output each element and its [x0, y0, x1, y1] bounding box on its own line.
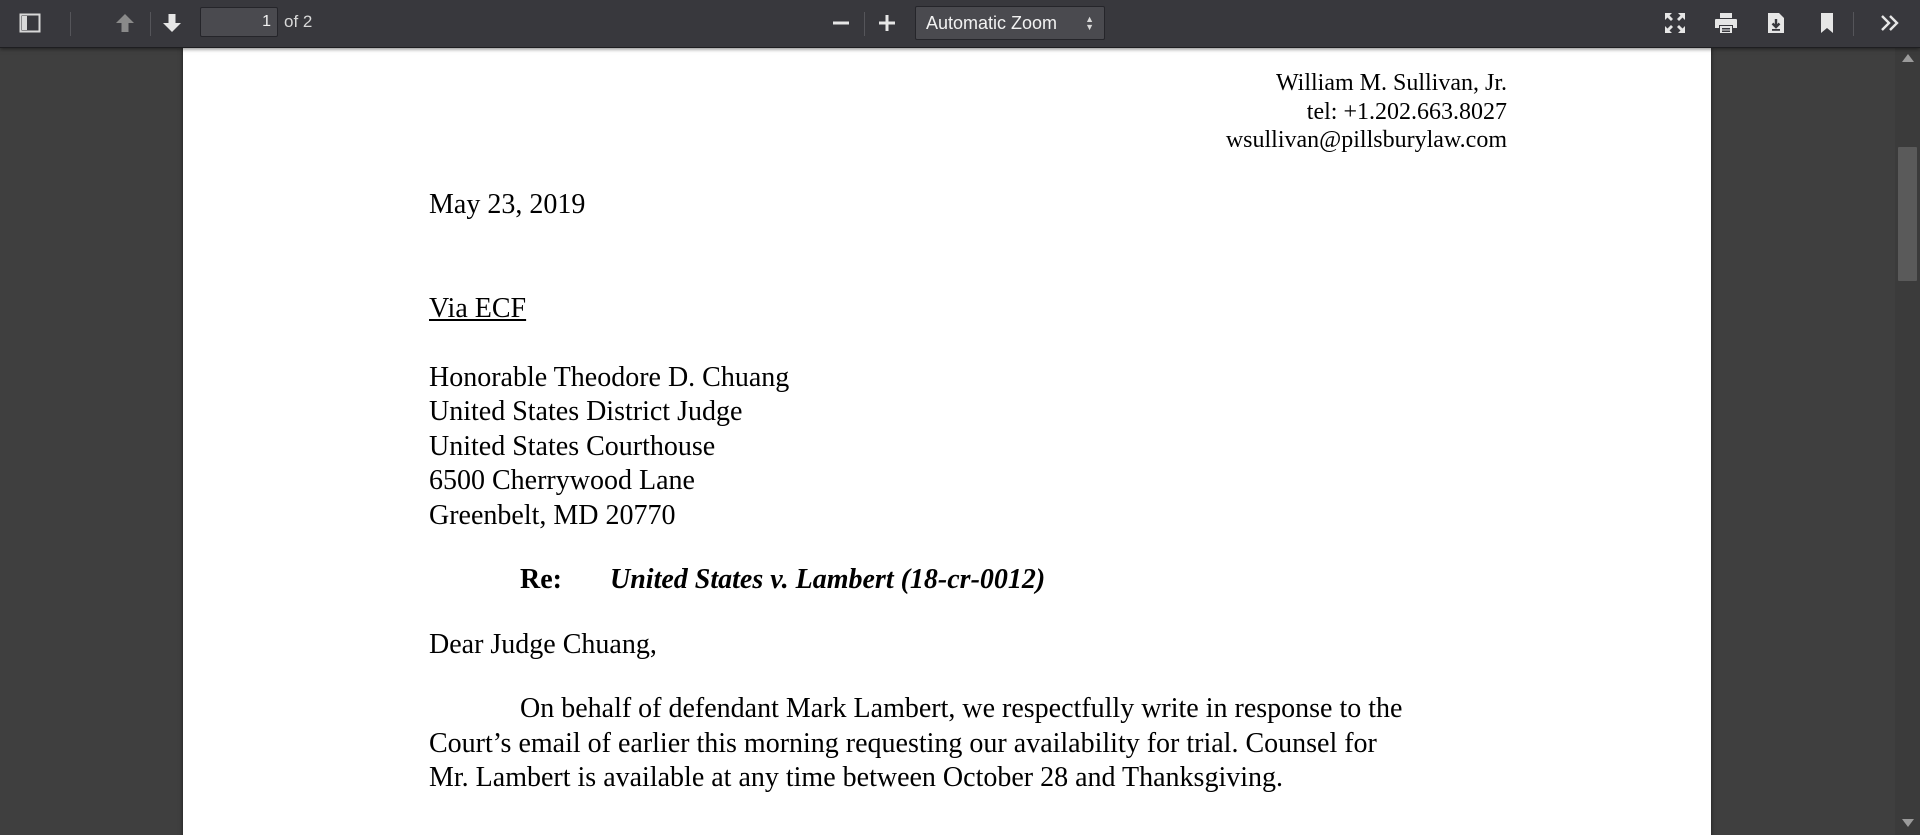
zoom-in-button[interactable] [870, 7, 904, 39]
pdf-page [183, 47, 1711, 835]
toolbar-separator [70, 12, 71, 36]
fullscreen-icon [1664, 12, 1686, 34]
zoom-select[interactable] [915, 6, 1105, 40]
salutation: Dear Judge Chuang, [429, 629, 657, 660]
recipient-line: Honorable Theodore D. Chuang [429, 362, 790, 393]
page-count-label: of 2 [284, 12, 313, 31]
sidebar-toggle-button[interactable] [13, 7, 47, 39]
zoom-out-button[interactable] [824, 7, 858, 39]
toolbar-separator [1853, 12, 1854, 36]
re-subject: United States v. Lambert (18-cr-0012) [610, 564, 1046, 595]
paragraph-line: Mr. Lambert is available at any time between October 28 and Thanksgiving. [429, 762, 1284, 793]
print-button[interactable] [1709, 7, 1743, 39]
sender-name: William M. Sullivan, Jr. [1275, 70, 1507, 96]
plus-icon [878, 14, 896, 32]
page-number-input[interactable] [200, 7, 278, 37]
download-icon [1766, 12, 1786, 34]
sender-phone: tel: +1.202.663.8027 [1306, 99, 1507, 125]
select-arrows-icon: ▲ ▼ [1085, 14, 1094, 32]
letter-date: May 23, 2019 [429, 189, 586, 220]
re-label: Re: [520, 564, 562, 595]
sender-email: wsullivan@pillsburylaw.com [1225, 127, 1507, 153]
download-button[interactable] [1759, 7, 1793, 39]
minus-icon [832, 14, 850, 32]
pdf-toolbar [0, 0, 1920, 47]
bookmark-icon [1819, 12, 1835, 34]
scroll-up-arrow-icon[interactable] [1902, 54, 1914, 62]
zoom-select-value: Automatic Zoom [926, 13, 1058, 33]
toolbar-separator [864, 12, 865, 36]
sidebar-toggle-icon [19, 13, 41, 33]
next-page-button[interactable] [155, 7, 189, 39]
printer-icon [1714, 12, 1738, 34]
vertical-scrollbar[interactable] [1895, 47, 1920, 835]
paragraph-line: On behalf of defendant Mark Lambert, we respectfully write in response to the [520, 693, 1403, 724]
paragraph-line: Court’s email of earlier this morning requesting our availability for trial. Counsel for [429, 728, 1377, 759]
scroll-down-arrow-icon[interactable] [1902, 819, 1914, 827]
recipient-line: 6500 Cherrywood Lane [429, 465, 695, 496]
double-chevron-right-icon [1879, 13, 1901, 33]
tools-button[interactable] [1873, 7, 1907, 39]
recipient-line: United States Courthouse [429, 431, 716, 462]
arrow-up-icon [114, 12, 136, 34]
toolbar-separator [150, 12, 151, 36]
recipient-line: United States District Judge [429, 396, 743, 427]
delivery-method: Via ECF [429, 293, 527, 324]
previous-page-button[interactable] [108, 7, 142, 39]
arrow-down-icon [161, 12, 183, 34]
scrollbar-thumb[interactable] [1898, 147, 1917, 281]
document-viewer [0, 47, 1895, 835]
recipient-line: Greenbelt, MD 20770 [429, 500, 676, 531]
presentation-mode-button[interactable] [1658, 7, 1692, 39]
bookmark-button[interactable] [1810, 7, 1844, 39]
